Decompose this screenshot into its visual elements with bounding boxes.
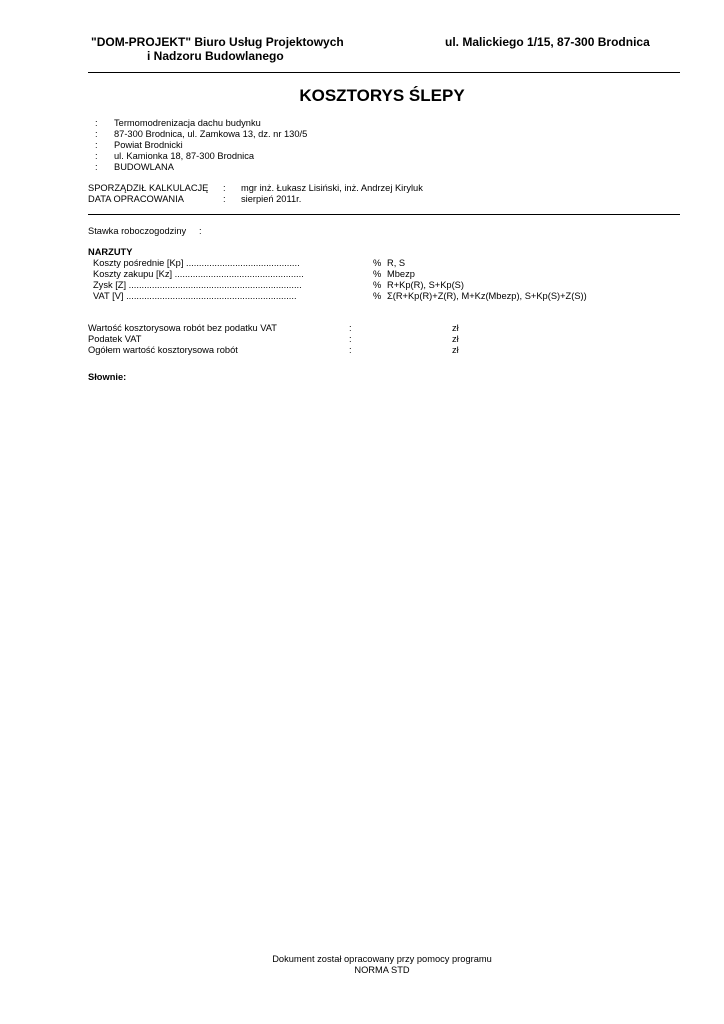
surcharge-base: Mbezp (387, 269, 415, 280)
info-colon: : (95, 140, 98, 151)
surcharge-percent: % (373, 291, 382, 302)
footer-line2: NORMA STD (354, 965, 410, 975)
prepared-labels (88, 183, 208, 205)
totals-colons (349, 323, 352, 356)
totals-units (452, 323, 459, 356)
info-colon: : (95, 118, 98, 128)
date-label: DATA OPRACOWANIA (88, 194, 184, 205)
surcharges-heading: NARZUTY (88, 247, 133, 257)
date-colon: : (223, 194, 226, 205)
prepared-values (241, 183, 423, 205)
total-net-label: Wartość kosztorysowa robót bez podatku VAT (88, 323, 277, 333)
construction-address: 87-300 Brodnica, ul. Zamkowa 13, dz. nr 130/5 (114, 129, 308, 140)
document-title: KOSZTORYS ŚLEPY (299, 86, 465, 105)
total-vat-label: Podatek VAT (88, 334, 142, 345)
prepared-colon: : (223, 183, 226, 193)
surcharge-label: Koszty zakupu [Kz] .................................................. (93, 269, 304, 280)
info-colon: : (95, 162, 98, 173)
hourly-rate-label: Stawka roboczogodziny (88, 226, 187, 236)
surcharges-pct (373, 258, 381, 302)
surcharge-label: Koszty pośrednie [Kp] ............................................ (93, 258, 300, 268)
info-colons (95, 118, 98, 173)
company-name: "DOM-PROJEKT" Biuro Usług Projektowych (91, 35, 344, 49)
total-unit: zł (452, 334, 459, 345)
total-unit: zł (452, 345, 459, 356)
prepared-label: SPORZĄDZIŁ KALKULACJĘ (88, 183, 209, 193)
surcharges-bases (387, 258, 587, 302)
prepared-by: mgr inż. Łukasz Lisiński, inż. Andrzej Kiryluk (241, 183, 423, 193)
in-words-label: Słownie: (88, 372, 127, 382)
industry: BUDOWLANA (114, 162, 174, 173)
investor-address: ul. Kamionka 18, 87-300 Brodnica (114, 151, 255, 162)
date-value: sierpień 2011r. (241, 194, 302, 205)
surcharge-base: R, S (387, 258, 406, 268)
surcharge-label: VAT [V] .................................................................. (93, 291, 297, 302)
header-divider (88, 72, 680, 73)
total-unit: zł (452, 323, 459, 333)
prepared-colons (223, 183, 226, 205)
footer-line1: Dokument został opracowany przy pomocy programu (272, 954, 492, 964)
total-gross-label: Ogółem wartość kosztorysowa robót (88, 345, 238, 356)
construction-name: Termomodrenizacja dachu budynku (114, 118, 261, 128)
investor-name: Powiat Brodnicki (114, 140, 183, 151)
surcharges-labels (93, 258, 304, 302)
surcharge-base: R+Kp(R), S+Kp(S) (387, 280, 464, 291)
surcharge-label: Zysk [Z] ................................................................... (93, 280, 302, 291)
totals-labels (88, 323, 277, 356)
hourly-rate-colon: : (199, 226, 202, 236)
total-colon: : (349, 345, 352, 356)
surcharge-percent: % (373, 258, 382, 268)
total-colon: : (349, 323, 352, 333)
info-values (114, 118, 307, 173)
surcharge-percent: % (373, 280, 382, 291)
info-colon: : (95, 129, 98, 140)
surcharge-percent: % (373, 269, 382, 280)
surcharge-base: Σ(R+Kp(R)+Z(R), M+Kz(Mbezp), S+Kp(S)+Z(S)) (387, 291, 587, 302)
company-address: ul. Malickiego 1/15, 87-300 Brodnica (445, 35, 650, 49)
info-colon: : (95, 151, 98, 162)
total-colon: : (349, 334, 352, 345)
info-divider (88, 214, 680, 215)
company-name-line2: i Nadzoru Budowlanego (147, 49, 284, 63)
